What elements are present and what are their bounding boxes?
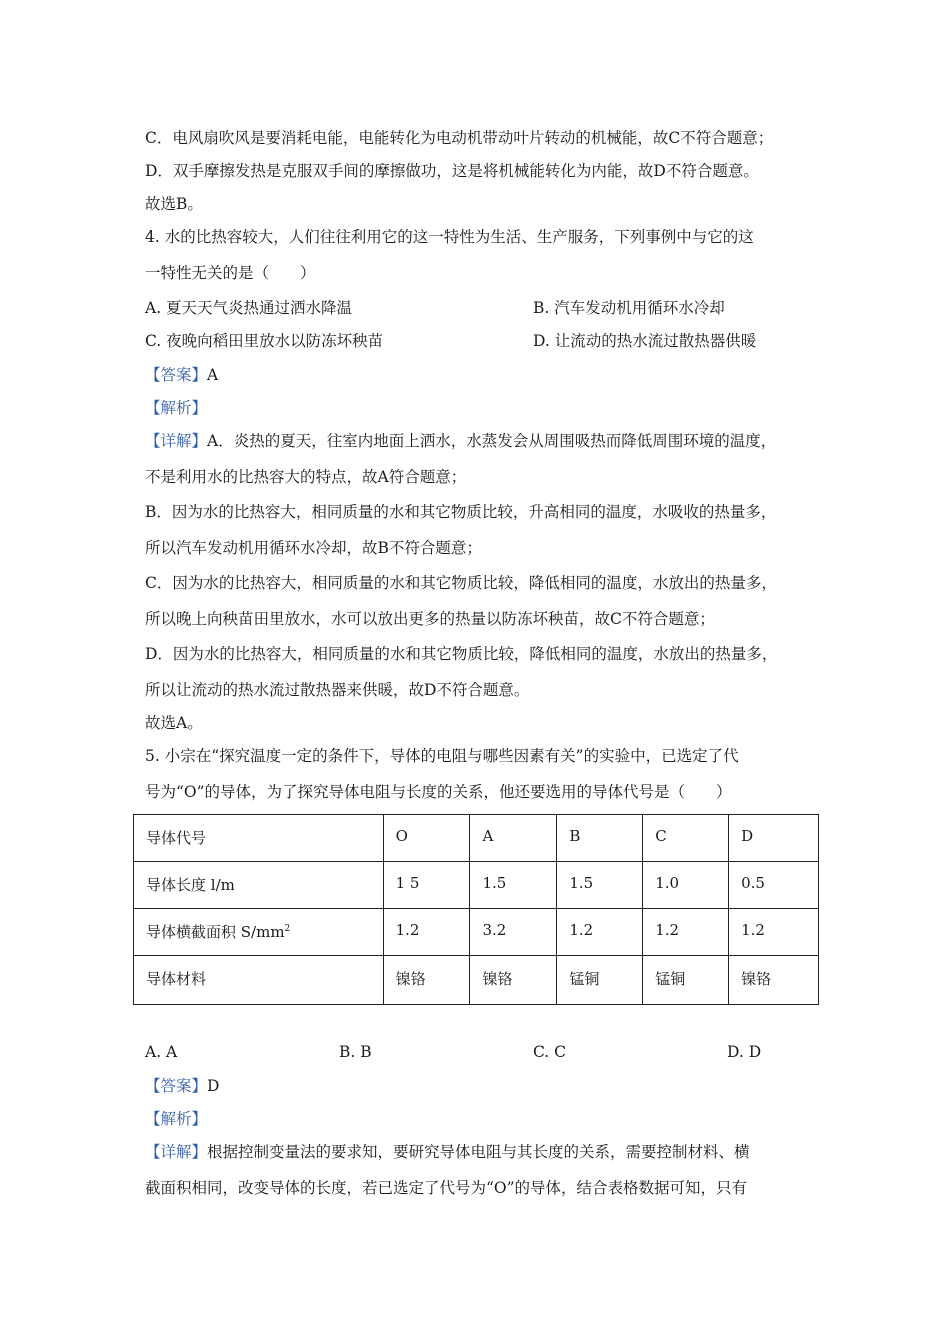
table-cell: 3.2	[470, 909, 557, 956]
q4-detail-line: D．因为水的比热容大，相同质量的水和其它物质比较，降低相同的温度，水放出的热量多，	[145, 645, 778, 663]
table-cell: 1.2	[729, 909, 819, 956]
area-unit-superscript: 2	[284, 924, 291, 934]
table-cell: 1.2	[557, 909, 643, 956]
question-4-stem: 4. 水的比热容较大，人们往往利用它的这一特性为生活、生产服务，下列事例中与它的这	[145, 228, 754, 246]
q4-analysis-tag	[145, 398, 207, 418]
detail-text: A．炎热的夏天，往室内地面上洒水，水蒸发会从周围吸热而降低周围环境的温度，	[207, 432, 777, 450]
detail-tag: 【详解】	[145, 432, 208, 450]
table-cell: C	[643, 815, 729, 862]
table-cell: 1.5	[557, 862, 643, 909]
detail-text: 根据控制变量法的要求知，要研究导体电阻与其长度的关系，需要控制材料、横	[207, 1143, 750, 1161]
table-row	[134, 862, 819, 909]
question-4-stem-cont: 一特性无关的是（ ）	[145, 264, 316, 282]
table-cell: 锰铜	[557, 956, 643, 1005]
q4-detail-line: 不是利用水的比热容大的特点，故A符合题意；	[145, 468, 467, 486]
table-cell: 导体材料	[134, 956, 384, 1005]
q4-detail-line: 故选A。	[145, 714, 203, 732]
table-cell: 导体长度 l/m	[134, 862, 384, 909]
q5-analysis-tag	[145, 1109, 207, 1129]
table-cell: O	[383, 815, 470, 862]
answer-value: A	[207, 366, 219, 384]
table-cell: D	[729, 815, 819, 862]
table-cell: 镍铬	[729, 956, 819, 1005]
analysis-tag: 【解析】	[145, 1110, 208, 1128]
area-label: 导体横截面积 S/mm	[146, 923, 285, 941]
table-cell: 1.2	[643, 909, 729, 956]
table-cell: 锰铜	[643, 956, 729, 1005]
q5-option-b: B. B	[339, 1043, 372, 1061]
table-cell	[134, 909, 384, 956]
table-row	[134, 909, 819, 956]
table-header-row	[134, 815, 819, 862]
analysis-tag: 【解析】	[145, 399, 208, 417]
q4-detail-line: 所以让流动的热水流过散热器来供暖，故D不符合题意。	[145, 681, 530, 699]
answer-tag: 【答案】	[145, 366, 208, 384]
text-line: D．双手摩擦发热是克服双手间的摩擦做功，这是将机械能转化为内能，故D不符合题意。	[145, 162, 759, 180]
table-cell: 1 5	[383, 862, 470, 909]
q5-detail-line	[145, 1142, 750, 1162]
q5-detail-line: 截面积相同，改变导体的长度，若已选定了代号为“O”的导体，结合表格数据可知，只有	[145, 1179, 748, 1197]
q4-option-c: C. 夜晚向稻田里放水以防冻坏秧苗	[145, 332, 384, 350]
table-cell: 0.5	[729, 862, 819, 909]
q4-option-a: A. 夏天天气炎热通过洒水降温	[145, 299, 353, 317]
question-5-stem: 5. 小宗在“探究温度一定的条件下，导体的电阻与哪些因素有关”的实验中，已选定了代	[145, 747, 739, 765]
table-cell: 镍铬	[383, 956, 470, 1005]
answer-tag: 【答案】	[145, 1077, 208, 1095]
detail-tag: 【详解】	[145, 1143, 208, 1161]
table-cell: 1.5	[470, 862, 557, 909]
table-cell: 1.0	[643, 862, 729, 909]
question-5-stem-cont: 号为“O”的导体，为了探究导体电阻与长度的关系，他还要选用的导体代号是（ ）	[145, 783, 732, 801]
q5-option-d: D. D	[727, 1043, 762, 1061]
table-cell: 1.2	[383, 909, 470, 956]
text-line: C．电风扇吹风是要消耗电能，电能转化为电动机带动叶片转动的机械能，故C不符合题意；	[145, 129, 774, 147]
table-cell: B	[557, 815, 643, 862]
table-cell: A	[470, 815, 557, 862]
q4-detail-line	[145, 431, 776, 451]
q4-option-d: D. 让流动的热水流过散热器供暖	[533, 332, 757, 350]
q4-detail-line: 所以晚上向秧苗田里放水，水可以放出更多的热量以防冻坏秧苗，故C不符合题意；	[145, 610, 715, 628]
answer-value: D	[207, 1077, 220, 1095]
q4-option-b: B. 汽车发动机用循环水冷却	[533, 299, 725, 317]
text-line: 故选B。	[145, 195, 203, 213]
table-cell: 导体代号	[134, 815, 384, 862]
q4-detail-line: C．因为水的比热容大，相同质量的水和其它物质比较，降低相同的温度，水放出的热量多，	[145, 574, 777, 592]
table-cell: 镍铬	[470, 956, 557, 1005]
conductor-table	[133, 814, 819, 1005]
q4-detail-line: B．因为水的比热容大，相同质量的水和其它物质比较，升高相同的温度，水吸收的热量多，	[145, 503, 777, 521]
q4-answer	[145, 365, 218, 385]
table-row	[134, 956, 819, 1005]
q5-option-a: A. A	[145, 1043, 178, 1061]
q5-answer	[145, 1076, 219, 1096]
q4-detail-line: 所以汽车发动机用循环水冷却，故B不符合题意；	[145, 539, 482, 557]
q5-option-c: C. C	[533, 1043, 567, 1061]
